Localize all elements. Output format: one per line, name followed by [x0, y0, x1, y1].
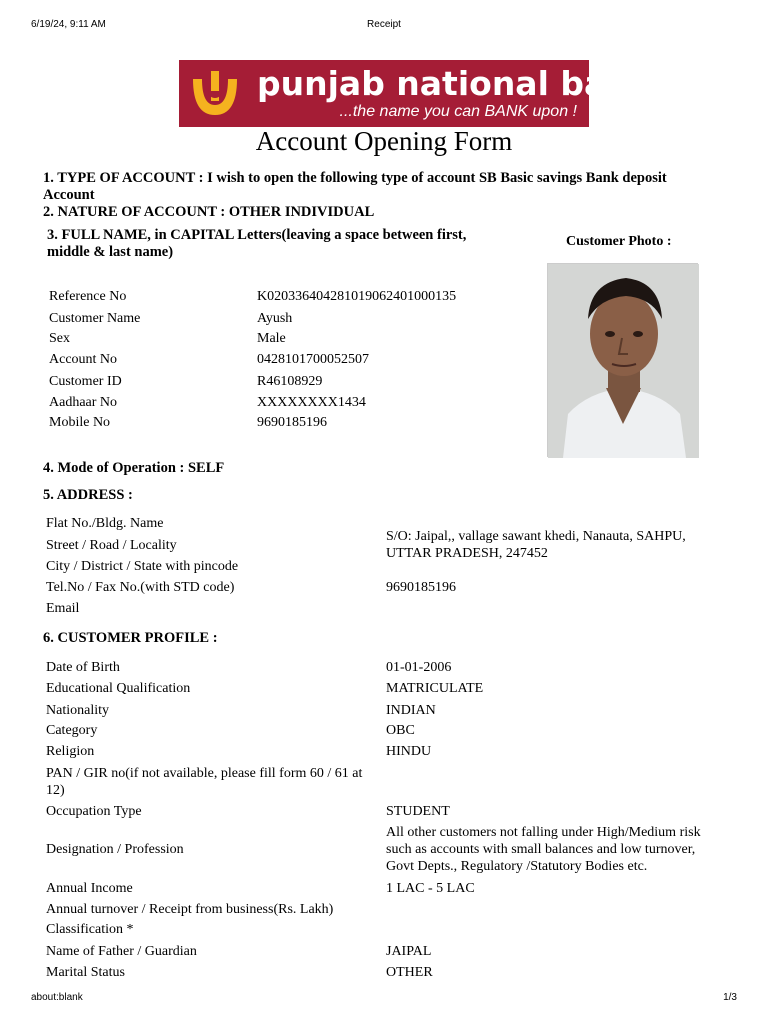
page-number: 1/3: [723, 992, 737, 1003]
field-label: Annual turnover / Receipt from business(Rs. Lakh): [46, 902, 334, 917]
print-url: about:blank: [31, 992, 83, 1003]
field-label: Email: [46, 601, 80, 616]
nationality-value: INDIAN: [386, 703, 436, 718]
customer-photo-label: Customer Photo :: [566, 234, 672, 249]
pan-field-label: [46, 765, 362, 799]
account-number-value: 0428101700052507: [257, 352, 369, 367]
date-of-birth-value: 01-01-2006: [386, 660, 452, 675]
reference-number-value: K020336404281019062401000135: [257, 289, 457, 304]
section-text: 1. TYPE OF ACCOUNT : I wish to open the following type of account SB Basic savings Bank deposit: [43, 170, 667, 186]
section-type-of-account: [43, 170, 667, 204]
bank-tagline: ...the name you can BANK upon !: [339, 103, 577, 120]
bank-name: punjab national bank: [257, 64, 652, 103]
customer-id-value: R46108929: [257, 374, 323, 389]
customer-name-value: Ayush: [257, 311, 293, 326]
address-line: UTTAR PRADESH, 247452: [386, 546, 548, 561]
category-value: OBC: [386, 723, 415, 738]
bank-logo-banner: [179, 60, 652, 127]
father-name-value: JAIPAL: [386, 944, 432, 959]
sex-value: Male: [257, 331, 286, 346]
print-date-time: 6/19/24, 9:11 AM: [31, 19, 106, 30]
section-customer-profile: 6. CUSTOMER PROFILE :: [43, 630, 218, 646]
customer-portrait-image: [548, 264, 699, 458]
designation-value: [386, 824, 701, 875]
section-nature-of-account: 2. NATURE OF ACCOUNT : OTHER INDIVIDUAL: [43, 204, 375, 220]
field-label: Customer ID: [49, 374, 122, 389]
field-label: Flat No./Bldg. Name: [46, 516, 164, 531]
field-label: Educational Qualification: [46, 681, 191, 696]
section-address: 5. ADDRESS :: [43, 487, 133, 503]
field-label: Customer Name: [49, 311, 141, 326]
field-label: Sex: [49, 331, 70, 346]
pnb-emblem-icon: [187, 65, 243, 121]
marital-status-value: OTHER: [386, 965, 433, 980]
field-label: City / District / State with pincode: [46, 559, 239, 574]
section-text: middle & last name): [47, 244, 174, 260]
mobile-number-value: 9690185196: [257, 415, 327, 430]
field-label: Reference No: [49, 289, 127, 304]
designation-line: Govt Depts., Regulatory /Statutory Bodies etc.: [386, 859, 648, 874]
field-label: Religion: [46, 744, 95, 759]
occupation-value: STUDENT: [386, 804, 450, 819]
section-mode-of-operation: 4. Mode of Operation : SELF: [43, 460, 225, 476]
section-full-name: [47, 227, 466, 261]
field-label: Aadhaar No: [49, 395, 118, 410]
field-label: Mobile No: [49, 415, 111, 430]
telephone-value: 9690185196: [386, 580, 456, 595]
field-label: Tel.No / Fax No.(with STD code): [46, 580, 235, 595]
field-label: Occupation Type: [46, 804, 142, 819]
field-label: Nationality: [46, 703, 109, 718]
field-label: Designation / Profession: [46, 842, 184, 857]
field-label: Classification *: [46, 922, 134, 937]
education-value: MATRICULATE: [386, 681, 484, 696]
print-footer: [31, 992, 737, 1006]
field-label: Category: [46, 723, 98, 738]
address-line: S/O: Jaipal,, vallage sawant khedi, Nanauta, SAHPU,: [386, 529, 686, 544]
aadhaar-number-value: XXXXXXXX1434: [257, 395, 366, 410]
field-label: Account No: [49, 352, 118, 367]
address-value: [386, 528, 686, 562]
print-header: [31, 19, 737, 33]
section-text: 3. FULL NAME, in CAPITAL Letters(leaving a space between first,: [47, 227, 467, 243]
section-text: Account: [43, 187, 95, 203]
annual-income-value: 1 LAC - 5 LAC: [386, 881, 475, 896]
customer-photo: [547, 263, 698, 457]
religion-value: HINDU: [386, 744, 432, 759]
field-label: Date of Birth: [46, 660, 120, 675]
field-label: Name of Father / Guardian: [46, 944, 197, 959]
field-label: Marital Status: [46, 965, 125, 980]
field-label-line: 12): [46, 783, 65, 798]
field-label: Annual Income: [46, 881, 133, 896]
designation-line: All other customers not falling under High/Medium risk: [386, 825, 701, 840]
print-title: Receipt: [367, 19, 401, 30]
designation-line: such as accounts with small balances and low turnover,: [386, 842, 696, 857]
page-title: Account Opening Form: [255, 126, 513, 156]
field-label-line: PAN / GIR no(if not available, please fill form 60 / 61 at: [46, 766, 363, 781]
field-label: Street / Road / Locality: [46, 538, 177, 553]
